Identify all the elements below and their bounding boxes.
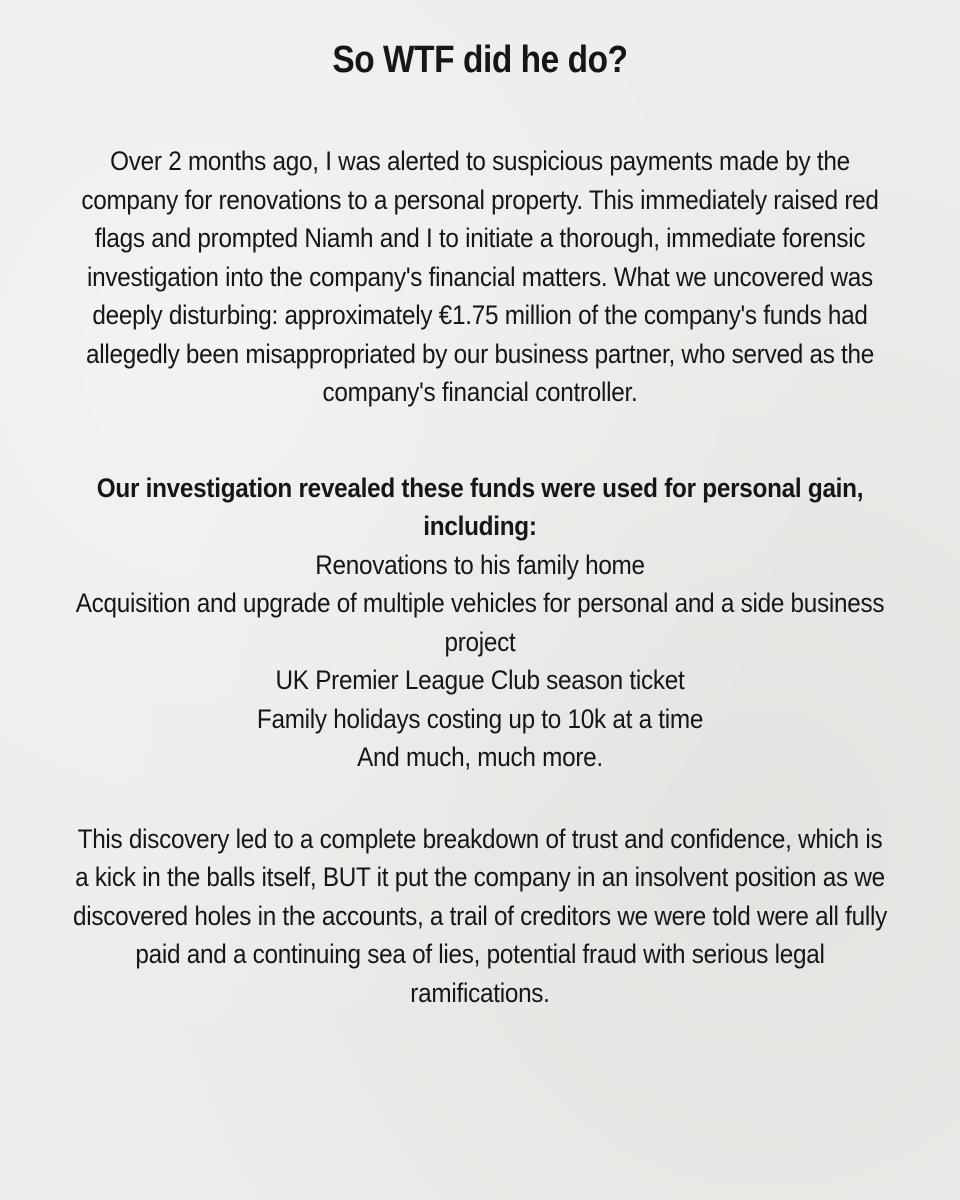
list-item: Renovations to his family home xyxy=(315,549,645,580)
findings-list xyxy=(71,546,888,777)
findings-lead: Our investigation revealed these funds were used for personal gain, including: xyxy=(96,472,864,541)
list-item: UK Premier League Club season ticket xyxy=(275,665,685,695)
intro-paragraph: Over 2 months ago, I was alerted to suspicious payments made by the company for renovations to a personal property. This immediately raised red flags and prompted Niamh and I to initiate a thorough, immediate forensic investigation into the company's financial matters. What we uncovered was deeply disturbing: approximately €1.75 million of the company's funds had allegedly been misappropriated by our business partner, who served as the company's financial controller. xyxy=(81,146,879,407)
list-item: Acquisition and upgrade of multiple vehicles for personal and a side business project xyxy=(75,588,885,657)
list-item: Family holidays costing up to 10k at a time xyxy=(256,703,704,734)
list-item: And much, much more. xyxy=(357,742,603,772)
conclusion-paragraph: This discovery led to a complete breakdown of trust and confidence, which is a kick in the balls itself, BUT it put the company in an insolvent position as we discovered holes in the accounts, a trail of creditors we were told were all fully paid and a continuing sea of lies, potential fraud with serious legal ramifications. xyxy=(73,823,887,1008)
page-title: So WTF did he do? xyxy=(332,39,628,81)
